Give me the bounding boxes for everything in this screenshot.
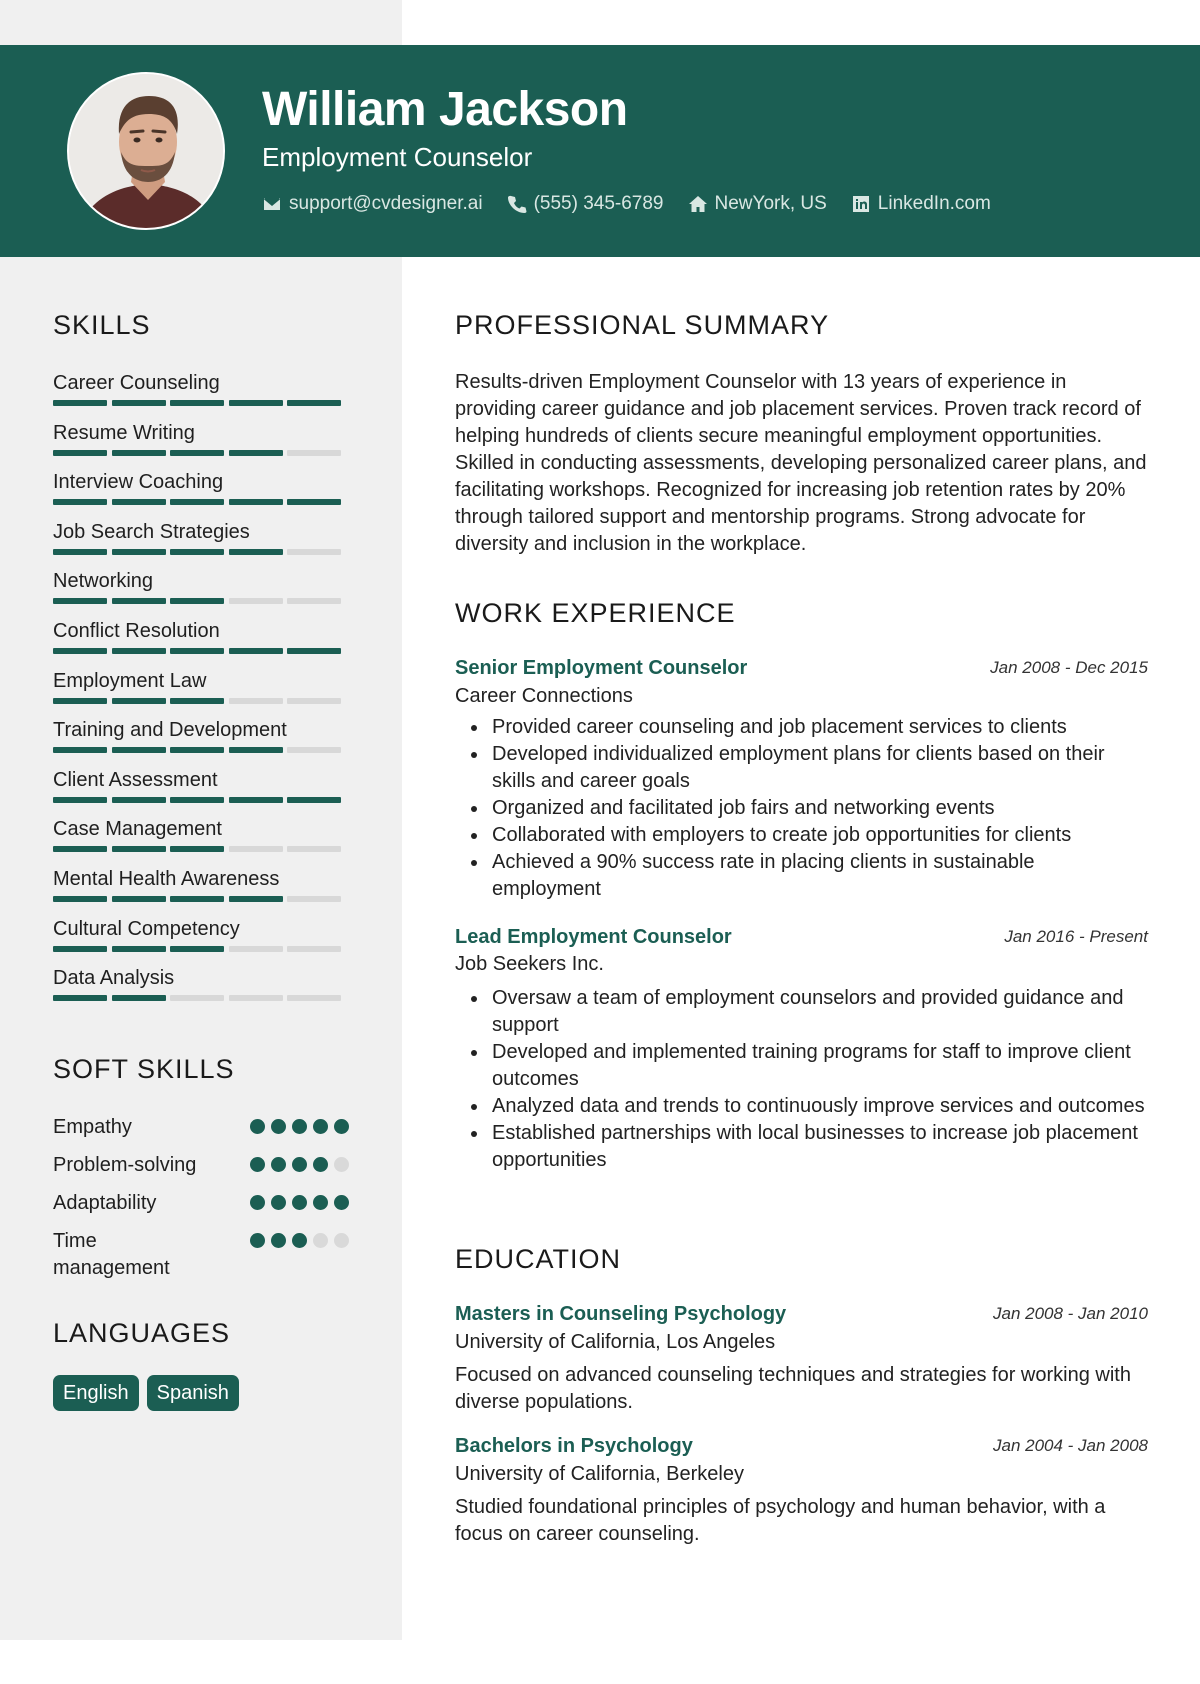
soft-skill-item [53,1152,349,1179]
soft-skill-name: Time management [53,1230,170,1279]
contact-location [688,193,827,215]
skill-level-segment [229,747,283,753]
degree-title: Bachelors in Psychology [455,1435,693,1457]
summary-heading: PROFESSIONAL SUMMARY [455,310,830,340]
skill-level-segment [229,797,283,803]
experience-heading: WORK EXPERIENCE [455,598,736,628]
skill-level-segment [229,995,283,1001]
rating-dot [334,1157,349,1172]
contact-phone-text: (555) 345-6789 [533,193,664,214]
skill-level-segment [170,648,224,654]
skill-level-segment [229,598,283,604]
skill-level-segment [112,896,166,902]
skill-level-bar [53,400,349,406]
skill-level-segment [170,747,224,753]
education-entry [455,1303,1148,1416]
skill-level-bar [53,846,349,852]
skill-level-segment [229,549,283,555]
skill-level-segment [112,499,166,505]
soft-skill-name: Adaptability [53,1192,157,1214]
skill-level-segment [112,549,166,555]
skill-name: Conflict Resolution [53,619,220,642]
linkedin-icon [851,194,871,214]
skill-level-segment [170,499,224,505]
skill-level-segment [112,747,166,753]
skill-name: Client Assessment [53,768,218,791]
skill-name: Mental Health Awareness [53,867,280,890]
skill-level-segment [53,450,107,456]
skill-level-segment [287,499,341,505]
home-icon [688,194,708,214]
school-name: University of California, Berkeley [455,1463,744,1485]
job-bullets [455,985,1148,1174]
soft-skill-rating [244,1233,349,1248]
skill-level-bar [53,797,349,803]
soft-skill-rating [244,1119,349,1134]
skill-level-segment [112,698,166,704]
rating-dot [334,1195,349,1210]
skills-heading: SKILLS [53,310,151,340]
job-bullets [455,714,1148,903]
skill-level-segment [170,698,224,704]
skill-level-segment [287,797,341,803]
skill-level-segment [287,698,341,704]
skill-level-segment [229,400,283,406]
skill-level-segment [170,549,224,555]
rating-dot [250,1157,265,1172]
skill-level-segment [229,846,283,852]
school-name: University of California, Los Angeles [455,1331,776,1353]
skill-level-segment [229,946,283,952]
skill-name: Employment Law [53,669,207,692]
skill-name: Case Management [53,818,222,841]
skill-item [53,469,349,519]
rating-dot [292,1119,307,1134]
list-item: Developed and implemented training programs for staff to improve client outcomes [455,1039,1148,1093]
skill-level-segment [170,450,224,456]
rating-dot [292,1233,307,1248]
rating-dot [250,1233,265,1248]
skill-level-bar [53,747,349,753]
soft-skills-list [53,1114,349,1293]
skill-level-segment [53,549,107,555]
skill-item [53,717,349,767]
rating-dot [292,1195,307,1210]
skill-item [53,370,349,420]
candidate-name: William Jackson [262,83,628,136]
contact-location-text: NewYork, US [714,193,827,214]
skill-level-segment [53,896,107,902]
list-item: Organized and facilitated job fairs and networking events [455,795,1148,822]
language-badge: Spanish [147,1375,239,1411]
skill-item [53,519,349,569]
skill-item [53,816,349,866]
skill-item [53,668,349,718]
skill-level-segment [287,598,341,604]
skill-level-segment [287,450,341,456]
skill-level-segment [170,400,224,406]
skill-level-segment [53,499,107,505]
skill-level-segment [53,648,107,654]
rating-dot [313,1195,328,1210]
skill-level-segment [112,598,166,604]
list-item: Developed individualized employment plans for clients based on their skills and career goals [455,741,1148,795]
avatar [67,72,225,230]
skill-level-segment [170,598,224,604]
contact-linkedin[interactable] [851,193,991,215]
rating-dot [313,1233,328,1248]
job-company: Career Connections [455,685,633,707]
skill-item [53,568,349,618]
education-date: Jan 2004 - Jan 2008 [992,1436,1148,1455]
skill-level-segment [53,400,107,406]
skill-item [53,420,349,470]
soft-skill-rating [244,1195,349,1210]
contact-bar [262,192,1015,216]
skill-level-bar [53,499,349,505]
skill-level-bar [53,450,349,456]
degree-title: Masters in Counseling Psychology [455,1303,787,1325]
rating-dot [334,1233,349,1248]
education-description: Studied foundational principles of psychology and human behavior, with a focus on career counseling. [455,1496,1106,1545]
languages-heading: LANGUAGES [53,1318,231,1348]
soft-skill-rating [244,1157,349,1172]
skill-level-segment [287,747,341,753]
skill-level-segment [170,797,224,803]
skill-level-segment [229,896,283,902]
envelope-icon [262,194,282,214]
skill-item [53,866,349,916]
list-item: Established partnerships with local businesses to increase job placement opportunities [455,1120,1148,1174]
skill-level-segment [112,450,166,456]
skill-level-segment [170,995,224,1001]
skill-level-segment [170,846,224,852]
skill-item [53,965,349,1015]
soft-skill-item [53,1228,349,1282]
rating-dot [313,1157,328,1172]
rating-dot [292,1157,307,1172]
skill-level-segment [287,648,341,654]
rating-dot [250,1119,265,1134]
skill-level-segment [112,995,166,1001]
skill-level-segment [53,797,107,803]
skill-name: Networking [53,570,154,593]
skill-level-bar [53,698,349,704]
rating-dot [334,1119,349,1134]
list-item: Analyzed data and trends to continuously improve services and outcomes [455,1093,1148,1120]
skill-level-segment [287,896,341,902]
soft-skills-heading: SOFT SKILLS [53,1054,235,1084]
skill-item [53,618,349,668]
list-item: Provided career counseling and job placement services to clients [455,714,1148,741]
language-badge: English [53,1375,139,1411]
job-entry [455,657,1148,903]
skill-level-segment [287,846,341,852]
languages-list [53,1375,247,1411]
soft-skill-item [53,1190,349,1217]
contact-email-text: support@cvdesigner.ai [289,193,483,214]
list-item: Achieved a 90% success rate in placing clients in sustainable employment [455,849,1148,903]
skill-name: Resume Writing [53,421,195,444]
skill-level-segment [170,896,224,902]
soft-skill-name: Empathy [53,1116,132,1138]
contact-phone[interactable] [507,193,664,215]
education-description: Focused on advanced counseling techniques and strategies for working with diverse populations. [455,1364,1131,1413]
job-title: Senior Employment Counselor [455,657,748,679]
job-date: Jan 2008 - Dec 2015 [990,658,1148,677]
skill-level-segment [53,846,107,852]
phone-icon [507,194,527,214]
rating-dot [271,1195,286,1210]
skill-level-segment [53,698,107,704]
skill-level-segment [287,995,341,1001]
contact-email[interactable] [262,193,483,215]
skill-level-segment [287,400,341,406]
list-item: Collaborated with employers to create job opportunities for clients [455,822,1148,849]
skill-level-segment [170,946,224,952]
rating-dot [313,1119,328,1134]
skill-level-segment [229,499,283,505]
contact-linkedin-text: LinkedIn.com [877,193,991,214]
skill-level-segment [112,797,166,803]
rating-dot [250,1195,265,1210]
skill-level-segment [229,698,283,704]
skill-level-bar [53,598,349,604]
skill-level-bar [53,896,349,902]
skill-name: Interview Coaching [53,471,224,494]
skill-name: Training and Development [53,719,287,742]
soft-skill-name: Problem-solving [53,1154,197,1176]
job-company: Job Seekers Inc. [455,953,604,975]
skill-level-segment [112,400,166,406]
skill-level-segment [53,995,107,1001]
skill-level-bar [53,995,349,1001]
skill-level-segment [229,450,283,456]
skill-item [53,767,349,817]
education-entry [455,1435,1148,1548]
skill-level-bar [53,946,349,952]
skill-item [53,916,349,966]
skill-name: Career Counseling [53,372,220,394]
skill-level-segment [112,846,166,852]
summary-text: Results-driven Employment Counselor with 13 years of experience in providing career guidance and job placement services. Proven track record of helping hundreds of clients secure meaningful employment opportunities. Skilled in conducting assessments, developing personalized career plans, and facilitating workshops. Recognized for increasing job retention rates by 20% through tailored support and mentorship programs. Strong advocate for diversity and inclusion in the workplace. [455,371,1147,555]
rating-dot [271,1233,286,1248]
skill-level-segment [53,747,107,753]
candidate-title: Employment Counselor [262,142,533,172]
skill-level-segment [229,648,283,654]
list-item: Oversaw a team of employment counselors and provided guidance and support [455,985,1148,1039]
skill-name: Data Analysis [53,967,175,990]
rating-dot [271,1157,286,1172]
education-heading: EDUCATION [455,1244,622,1274]
skill-level-segment [287,549,341,555]
skill-name: Cultural Competency [53,917,240,940]
education-date: Jan 2008 - Jan 2010 [992,1304,1148,1323]
job-entry [455,926,1148,1174]
soft-skill-item [53,1114,349,1141]
skill-level-segment [112,648,166,654]
skill-level-bar [53,648,349,654]
skill-level-bar [53,549,349,555]
skill-level-segment [112,946,166,952]
job-date: Jan 2016 - Present [1004,927,1148,946]
job-title: Lead Employment Counselor [455,926,732,948]
skill-level-segment [287,946,341,952]
skills-list [53,370,349,1015]
skill-level-segment [53,946,107,952]
profile-photo [69,74,225,230]
skill-level-segment [53,598,107,604]
rating-dot [271,1119,286,1134]
skill-name: Job Search Strategies [53,520,250,543]
